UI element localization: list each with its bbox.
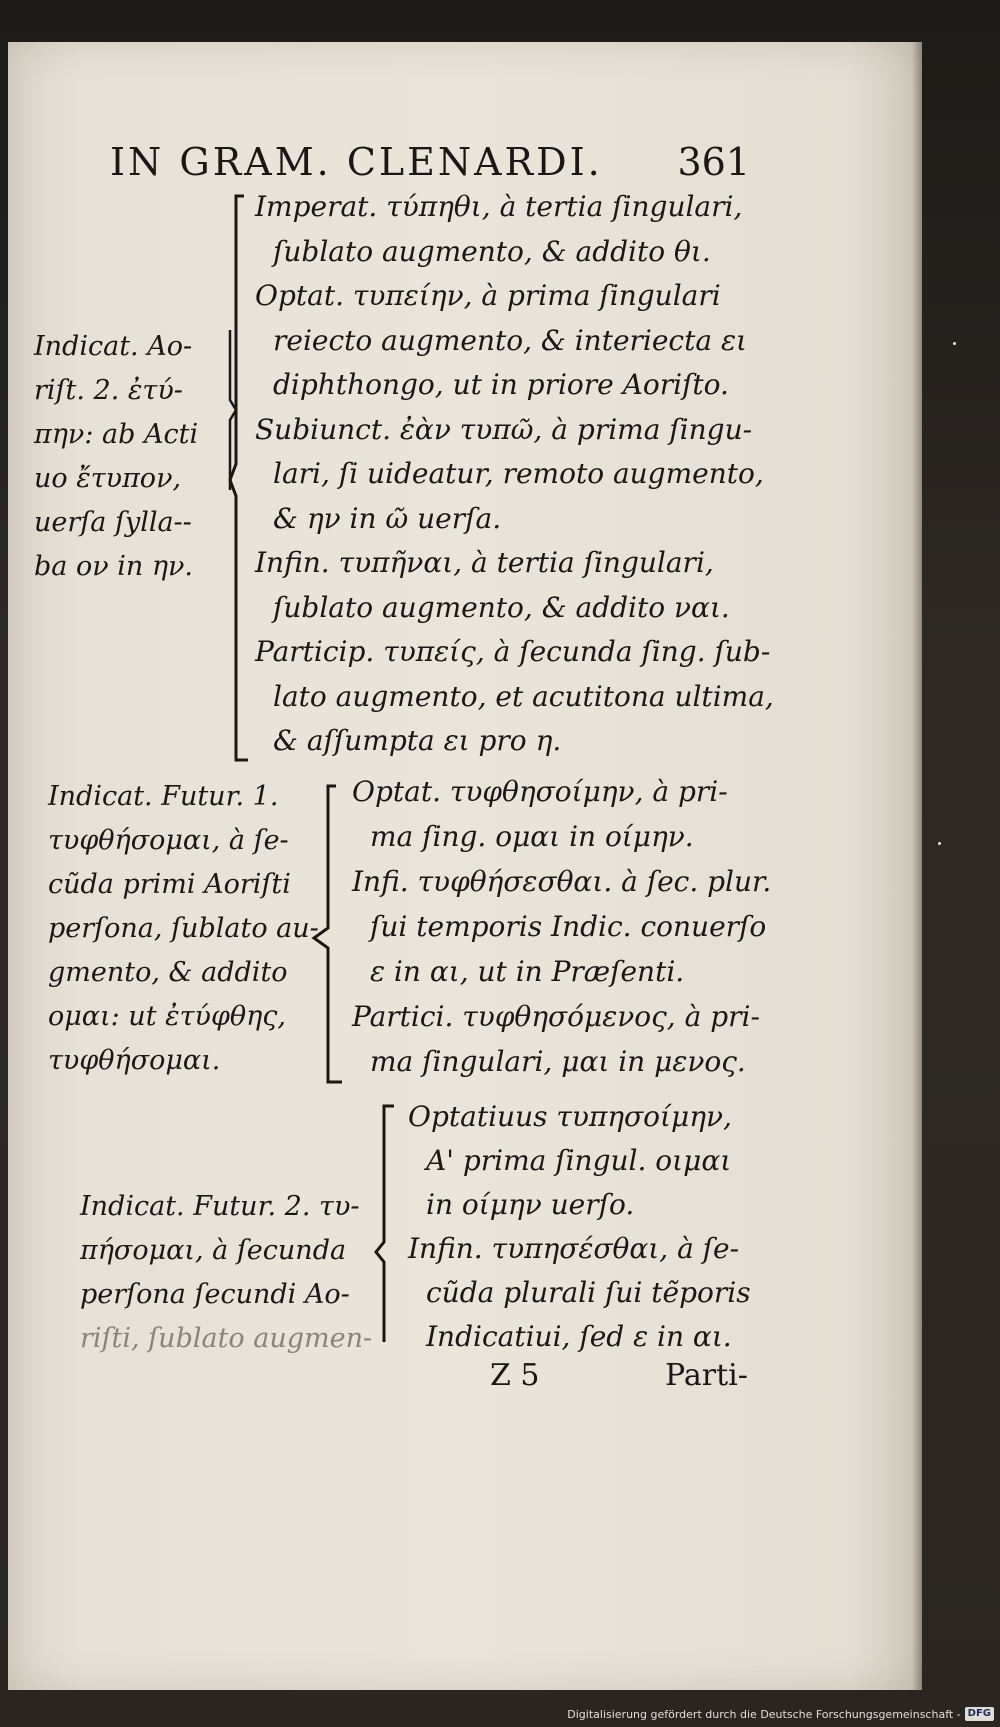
dust-speck bbox=[938, 842, 941, 845]
side-note-line: cũda primi Aoriſti bbox=[48, 869, 291, 900]
text-line: in οίμην uerſo. bbox=[426, 1188, 635, 1221]
side-note-line: ομαι: ut ἐτύφθης, bbox=[48, 1001, 287, 1032]
running-title: IN GRAM. CLENARDI. bbox=[110, 140, 603, 184]
running-header bbox=[110, 140, 750, 188]
side-note-line: Indicat. Futur. 2. τυ- bbox=[80, 1191, 360, 1222]
side-note-line: τυφθήσομαι, à ſe- bbox=[48, 825, 289, 856]
text-line: ſublato augmento, & addito ναι. bbox=[273, 590, 730, 624]
side-note-line: gmento, & addito bbox=[48, 957, 288, 988]
text-line: lari, ſi uideatur, remoto augmento, bbox=[273, 457, 764, 490]
text-line: ma ſingulari, μαι in μενος. bbox=[370, 1045, 746, 1078]
text-line: lato augmento, et acutitona ultima, bbox=[273, 679, 774, 713]
text-line: Indicatiui, ſed ε in αι. bbox=[426, 1320, 732, 1353]
credit-text: Digitalisierung gefördert durch die Deutsche Forschungsgemeinschaft - bbox=[567, 1707, 961, 1721]
page-number: 361 bbox=[677, 140, 750, 184]
dfg-logo: DFG bbox=[965, 1707, 994, 1721]
text-line: Partici. τυφθησόμενος, à pri- bbox=[352, 1000, 760, 1033]
text-line: Optatiuus τυπησοίμην, bbox=[408, 1100, 732, 1133]
signature-mark: Z 5 bbox=[490, 1358, 540, 1393]
text-line: Optat. τυφθησοίμην, à pri- bbox=[352, 775, 728, 808]
text-line: reiecto augmento, & interiecta ει bbox=[273, 323, 747, 357]
side-note-line: perſona ſecundi Ao- bbox=[80, 1279, 350, 1310]
text-line: ſui temporis Indic. conuerſo bbox=[370, 910, 767, 943]
brace-block1-left bbox=[208, 330, 238, 494]
text-line: ſublato augmento, & addito θι. bbox=[273, 234, 711, 268]
dust-speck bbox=[953, 342, 956, 345]
side-note-line: uerſa ſylla-- bbox=[34, 507, 192, 538]
side-note-line: τυφθήσομαι. bbox=[48, 1045, 221, 1076]
side-note-line: perſona, ſublato au- bbox=[48, 913, 319, 944]
text-line: & ην in ῶ uerſa. bbox=[273, 501, 502, 535]
text-line: Optat. τυπείην, à prima ſingulari bbox=[255, 279, 721, 312]
text-line: & aſſumpta ει pro η. bbox=[273, 724, 562, 757]
side-note-line: πήσομαι, à ſecunda bbox=[80, 1235, 347, 1266]
catchword: Parti- bbox=[665, 1358, 748, 1393]
text-line: cũda plurali ſui tẽporis bbox=[426, 1276, 751, 1309]
text-line: ε in αι, ut in Præſenti. bbox=[370, 955, 685, 988]
text-line: Particip. τυπείς, à ſecunda ſing. ſub- bbox=[255, 635, 771, 668]
text-line: A' prima ſingul. οιμαι bbox=[426, 1144, 732, 1177]
text-line: Infi. τυφθήσεσθαι. à ſec. plur. bbox=[352, 865, 772, 898]
text-line: Infin. τυπῆναι, à tertia ſingulari, bbox=[255, 546, 714, 579]
side-note-line: uo ἔτυπον, bbox=[34, 463, 182, 494]
side-note-line: Indicat. Futur. 1. bbox=[48, 781, 279, 812]
side-note-line: πην: ab Acti bbox=[34, 419, 199, 450]
text-line: ma ſing. ομαι in οίμην. bbox=[370, 820, 694, 853]
brace-block3 bbox=[372, 1102, 402, 1356]
side-note-line: ba ον in ην. bbox=[34, 551, 193, 582]
text-line: Subiunct. ἐὰν τυπῶ, à prima ſingu- bbox=[255, 412, 753, 446]
digitization-credit bbox=[567, 1705, 994, 1723]
side-note-line: Indicat. Ao- bbox=[34, 331, 193, 362]
text-line: Imperat. τύπηθι, à tertia ſingulari, bbox=[255, 190, 743, 223]
side-note-line: riſti, ſublato augmen- bbox=[80, 1323, 373, 1354]
text-line: diphthongo, ut in priore Aoriſto. bbox=[273, 368, 729, 401]
text-line: Infin. τυπησέσθαι, à ſe- bbox=[408, 1232, 740, 1265]
side-note-line: riſt. 2. ἐτύ- bbox=[34, 375, 183, 406]
